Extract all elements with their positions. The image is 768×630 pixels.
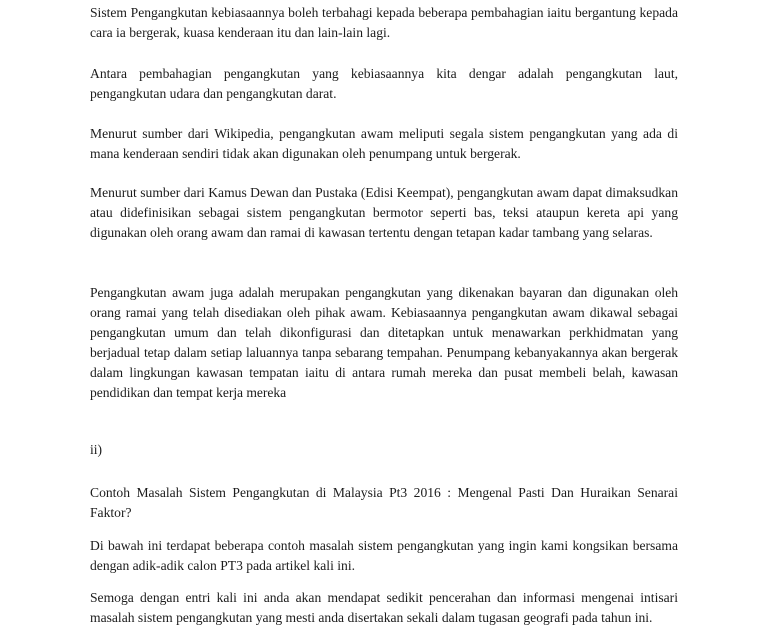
section-heading-question: Contoh Masalah Sistem Pengangkutan di Malaysia Pt3 2016 : Mengenal Pasti Dan Huraikan Senarai Faktor? <box>90 485 678 520</box>
paragraph-wikipedia-definition: Menurut sumber dari Wikipedia, pengangkutan awam meliputi segala sistem pengangkutan yang ada di mana kenderaan sendiri tidak akan digunakan oleh penumpang untuk bergerak. <box>90 126 678 161</box>
section-marker: ii) <box>90 442 103 457</box>
paragraph-entry-closing: Semoga dengan entri kali ini anda akan mendapat sedikit pencerahan dan informasi mengenai intisari masalah sistem pengangkutan yang mesti anda disertakan sekali dalam tugasan geografi pada tahun ini. <box>90 590 678 625</box>
paragraph-kamus-dewan-definition: Menurut sumber dari Kamus Dewan dan Pustaka (Edisi Keempat), pengangkutan awam dapat dimaksudkan atau didefinisikan sebagai sistem pengangkutan bermotor seperti bas, teksi ataupun kereta api yang digunakan oleh orang awam dan ramai di kawasan tertentu dengan tetapan kadar tambang yang selaras. <box>90 185 678 240</box>
paragraph-transport-divisions: Antara pembahagian pengangkutan yang kebiasaannya kita dengar adalah pengangkutan laut, pengangkutan udara dan pengangkutan darat. <box>90 66 678 101</box>
paragraph-examples-intro: Di bawah ini terdapat beberapa contoh masalah sistem pengangkutan yang ingin kami kongsikan bersama dengan adik-adik calon PT3 pada artikel kali ini. <box>90 538 678 573</box>
paragraph-public-transport-description: Pengangkutan awam juga adalah merupakan pengangkutan yang dikenakan bayaran dan digunakan oleh orang ramai yang telah disediakan oleh pihak awam. Kebiasaannya pengangkutan awam dikawal sebagai pengangkutan umum dan telah dikonfigurasi dan ditetapkan untuk menawarkan perkhidmatan yang berjadual tetap dalam setiap laluannya tanpa sebarang tempahan. Penumpang kebanyakannya akan bergerak dalam lingkungan kawasan tempatan iaitu di antara rumah mereka dan pusat membeli belah, kawasan pendidikan dan tempat kerja mereka <box>90 285 678 400</box>
paragraph-transport-types: Sistem Pengangkutan kebiasaannya boleh terbahagi kepada beberapa pembahagian iaitu bergantung kepada cara ia bergerak, kuasa kenderaan itu dan lain-lain lagi. <box>90 5 678 40</box>
